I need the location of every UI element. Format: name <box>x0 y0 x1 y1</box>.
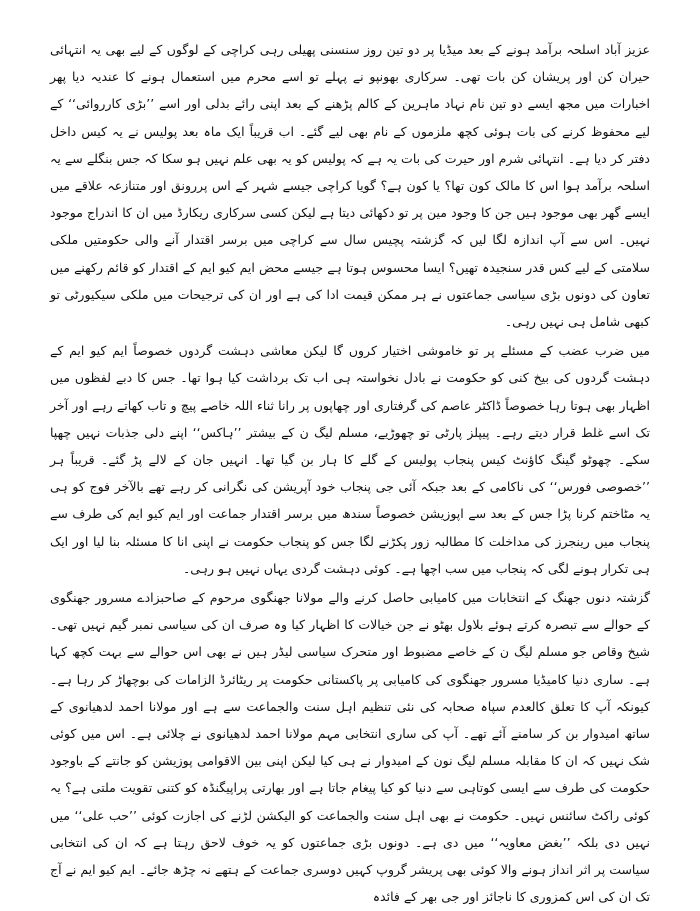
article-paragraph-2: میں ضرب عضب کے مسئلے پر تو خاموشی اختیار کروں گا لیکن معاشی دہشت گردوں خصوصاً ایم کیو ایم کے دہشت گردوں کی بیخ کنی کو حکومت نے بادل نخواستہ ہی اب تک برداشت کیا ہوا تھا۔ جس کا دبے لفظوں میں اظہار بھی ہوتا رہا خصوصاً ڈاکٹر عاصم کی گرفتاری اور چھاپوں پر رانا ثناء اللہ خاصے پیچ و تاب کھاتے رہے اور آخر تک اسے غلط قرار دیتے رہے۔ پیپلز پارٹی تو چھوڑیے، مسلم لیگ ن کے بیشتر ’’ہاکس‘‘ اپنے دلی جذبات نہیں چھپا سکے۔ چھوٹو گینگ کاؤنٹ کیس پنجاب پولیس کے گلے کا ہار بن گیا تھا۔ انہیں جان کے لالے پڑ گئے۔ قریباً ہر ’’خصوصی فورس‘‘ کی ناکامی کے بعد جبکہ آئی جی پنجاب خود آپریشن کی نگرانی کر رہے تھے بالآخر فوج کو ہی یہ مٹاختم کرنا پڑا جس کے بعد سے اپوزیشن خصوصاً سندھ میں برسر اقتدار جماعت اور ایم کیو ایم کی طرف سے پنجاب میں رینجرز کی مداخلت کا مطالبہ زور پکڑنے لگا جس کو پنجاب حکومت نے اپنی انا کا مسئلہ بنا لیا اور ایک ہی تکرار ہونے لگی کہ پنجاب میں سب اچھا ہے۔ کوئی دہشت گردی یہاں نہیں ہو رہی۔ <box>50 343 650 576</box>
article-paragraph-1: عزیز آباد اسلحہ برآمد ہونے کے بعد میڈیا پر دو تین روز سنسنی پھیلی رہی کراچی کے لوگوں کے لیے بھی یہ انتہائی حیران کن اور پریشان کن بات تھی۔ سرکاری بھونپو نے پہلے تو اسے محرم میں استعمال ہونے کا عندیہ دیا پھر اخبارات میں مجھ ایسے دو تین نام نہاد ماہرین کے کالم پڑھنے کے بعد اپنی رائے بدلی اور اسے ’’بڑی کارروائی‘‘ کے لیے محفوظ کرنے کی بات ہوئی کچھ ملزموں کے نام بھی لیے گئے۔ اب قریباً ایک ماہ بعد پولیس نے یہ کیس داخل دفتر کر دیا ہے۔ انتہائی شرم اور حیرت کی بات یہ ہے کہ پولیس کو یہ بھی علم نہیں ہو سکا کہ جس بنگلے سے یہ اسلحہ برآمد ہوا اس کا مالک کون تھا؟ یا کون ہے؟ گویا کراچی جیسے شہر کے اس پررونق اور متنازعہ علاقے میں ایسے گھر بھی موجود ہیں جن کا وجود مین پر تو دکھائی دیتا ہے لیکن کسی سرکاری ریکارڈ میں ان کا اندراج موجود نہیں۔ اس سے آپ اندازہ لگا لیں کہ گزشتہ پچیس سال سے کراچی میں برسر اقتدار آنے والی حکومتیں ملکی سلامتی کے لیے کس قدر سنجیدہ تھیں؟ ایسا محسوس ہوتا ہے جیسے محض ایم کیو ایم کے اقتدار کو قائم رکھنے میں تعاون کی دونوں بڑی سیاسی جماعتوں نے ہر ممکن قیمت ادا کی ہے اور ان کی ترجیحات میں ملکی سیکیورٹی تو کبھی شامل ہی نہیں رہی۔ <box>50 42 650 330</box>
article-paragraph-3: گزشتہ دنوں جھنگ کے انتخابات میں کامیابی حاصل کرنے والے مولانا جھنگوی مرحوم کے صاحبزادے مسرور جھنگوی کے حوالے سے تبصرہ کرتے ہوئے بلاول بھٹو نے جن خیالات کا اظہار کیا وہ صرف ان کی سیاسی نمبر گیم نہیں تھی۔ شیخ وقاص جو مسلم لیگ ن کے خاصے مضبوط اور متحرک سیاسی لیڈر ہیں نے بھی اس حوالے سے بہت کچھ کہا ہے۔ ساری دنیا کامیڈیا مسرور جھنگوی کی کامیابی پر پاکستانی حکومت پر ریٹائرڈ الزامات کی بوچھاڑ کر رہا ہے۔ کیونکہ آپ کا تعلق کالعدم سپاہ صحابہ کی نئی تنظیم اہل سنت والجماعت سے ہے اور مولانا احمد لدھیانوی کے ساتھ امیدوار بن کر سامنے آئے تھے۔ آپ کی ساری انتخابی مہم مولانا احمد لدھیانوی نے چلائی ہے۔ اس میں کوئی شک نہیں کہ ان کا مقابلہ مسلم لیگ نون کے امیدوار نے ہی کیا لیکن اپنی بین الاقوامی پوزیشن کو جانتے کے باوجود حکومت کی طرف سے ایسی کوتاہی سے دنیا کو کیا پیغام جاتا ہے اور بھارتی پراپیگنڈہ کو کتنی تقویت ملتی ہے؟ یہ کوئی راکٹ سائنس نہیں۔ حکومت نے بھی اہل سنت والجماعت کو الیکشن لڑنے کی اجازت کوئی ’’حب علی‘‘ میں نہیں دی بلکہ ’’بغض معاویہ‘‘ میں دی ہے۔ دونوں بڑی جماعتوں کو یہ خوف لاحق رہتا ہے کہ ان کی انتخابی سیاست پر اثر انداز ہونے والا کوئی بھی پریشر گروپ کہیں دوسری جماعت کے ہتھے نہ چڑھ جائے۔ ایم کیو ایم نے آج تک ان کی اس کمزوری کا ناجائز اور جی بھر کے فائدہ <box>50 590 650 905</box>
